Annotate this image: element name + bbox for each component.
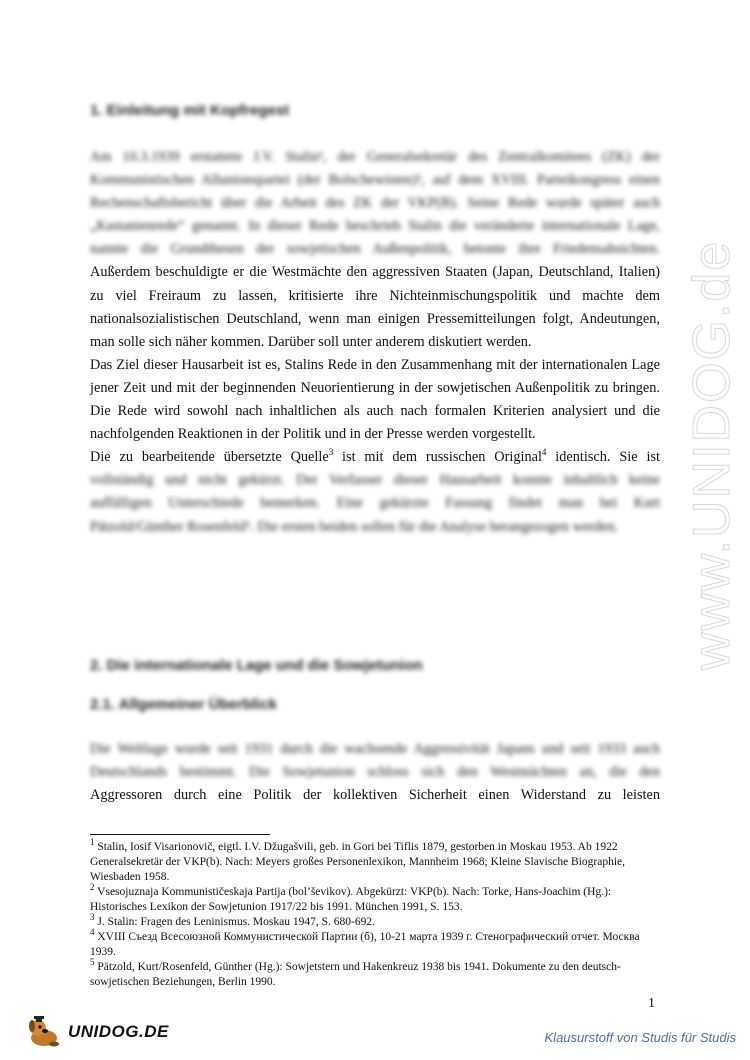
footnotes: [90, 837, 660, 990]
goal-paragraph: Das Ziel dieser Hausarbeit ist es, Stalins Rede in den Zusammenhang mit der internationalen Lage jener Zeit und mit der beginnenden Neuorientierung in der sowjetischen Außenpolitik zu bringen. Die Rede wird sowohl nach inhaltlichen als auch nach formalen Kriterien analysiert und die nachfolgenden Reaktionen in der Politik und in der Presse werden vorgestellt.: [90, 356, 660, 443]
blurred-line: Kommunistischen Allunionspartei (der Bolschewisten)², auf dem XVIII. Parteikongress einen: [90, 172, 660, 189]
blurred-line: vollständig und nicht gekürzt. Der Verfasser dieser Hausarbeit konnte inhaltlich keine: [90, 472, 660, 489]
tagline: Klausurstoff von Studis für Studis: [544, 1030, 736, 1045]
footnote-text: XVIII Съезд Всесоюзной Коммунистической Партии (б), 10-21 марта 1939 г. Стенографический отчет. Москва 1939.: [90, 931, 640, 958]
page-number: 1: [648, 996, 655, 1011]
blurred-line: Rechenschaftsbericht über die Arbeit des ZK der VKP(B). Seine Rede wurde später auch: [90, 195, 660, 212]
intro-visible-text: Außerdem beschuldigte er die Westmächte den aggressiven Staaten (Japan, Deutschland, Italien) zu viel Freiraum zu lassen, kritisierte ihre Nichteinmischungspolitik und machte dem nationalsozialistischen Deutschland, wenn man einigen Pressemitteilungen folgt, Andeutungen, man solle sich näher kommen. Darüber soll unter anderem diskutiert werden.: [90, 264, 660, 350]
source-text-1: Die zu bearbeitende übersetzte Quelle: [90, 449, 329, 466]
footnote-ref-3[interactable]: 3: [328, 447, 334, 458]
heading-general-overview: 2.1. Allgemeiner Überblick: [90, 696, 278, 713]
footnote-ref-4[interactable]: 4: [541, 447, 547, 458]
footnote-separator: [90, 834, 270, 835]
source-blurred-text: [90, 469, 660, 538]
section2-paragraph: [90, 738, 660, 807]
footnote-2: [90, 882, 660, 915]
blurred-line: nannte die Grundthesen der sowjetischen Außenpolitik, betonte ihre Friedensabsichten.: [90, 241, 660, 258]
footnote-number: 2: [90, 882, 95, 893]
footnote-text: Stalin, Iosif Visarionovič, eigtl. I.V. Džugašvili, geb. in Gori bei Tiflis 1879, gestorben in Moskau 1953. Ab 1922 Generalsekretär der VKP(b). Nach: Meyers großes Personenlexikon, Mannheim 1968; Kleine Slavische Biographie, Wiesbaden 1958.: [90, 841, 626, 883]
heading-introduction: 1. Einleitung mit Kopfregest: [90, 102, 290, 119]
unidog-logo[interactable]: [24, 1016, 169, 1048]
footnote-1: [90, 837, 660, 885]
intro-blurred-text: [90, 146, 660, 261]
footnote-number: 4: [90, 927, 95, 938]
footnote-text: Pätzold, Kurt/Rosenfeld, Günther (Hg.): Sowjetstern und Hakenkreuz 1938 bis 1941. Dokumente zu den deutsch-sowjetischen Beziehungen, Berlin 1990.: [90, 961, 621, 988]
source-text-2: ist mit dem russischen Original: [333, 449, 542, 466]
section2-visible-text: Aggressoren durch eine Politik der kollektiven Sicherheit einen Widerstand zu leisten: [90, 787, 660, 804]
blurred-line: auffälligen Unterschiede bemerken. Eine gekürzte Fassung findet man bei Kurt: [90, 495, 660, 512]
blurred-line: Pätzold/Günther Rosenfeld⁵. Die ersten beiden sollen für die Analyse herangezogen werden.: [90, 518, 619, 535]
heading-international-situation: 2. Die internationale Lage und die Sowjetunion: [90, 657, 423, 674]
blurred-line: Deutschlands bestimmt. Die Sowjetunion schloss sich den Westmächten an, die den: [90, 764, 660, 781]
dog-mascot-icon: [24, 1016, 64, 1048]
footnote-4: [90, 927, 660, 960]
blurred-line: Die Weltlage wurde seit 1931 durch die wachsende Aggressivität Japans und seit 1933 auch: [90, 741, 660, 757]
footnote-5: [90, 957, 660, 990]
section2-blurred-text: [90, 738, 660, 784]
intro-paragraph: [90, 146, 660, 539]
footnote-number: 1: [90, 837, 95, 848]
footnote-text: Vsesojuznaja Kommunističeskaja Partija (bol’ševikov). Abgekürzt: VKP(b). Nach: Torke, Hans-Joachim (Hg.): Historisches Lexikon der Sowjetunion 1917/22 bis 1991. München 1991, S. 153.: [90, 886, 612, 913]
watermark: www.UNIDOG.de: [683, 239, 741, 671]
blurred-line: Am 10.3.1939 erstattete J.V. Stalin¹, der Generalsekretär des Zentralkomitees (ZK) der: [90, 149, 660, 165]
source-text-3: identisch. Sie ist: [546, 449, 660, 466]
source-paragraph: [90, 446, 660, 469]
footnote-text: J. Stalin: Fragen des Leninismus. Moskau 1947, S. 680-692.: [97, 916, 375, 928]
blurred-line: „Kastanienrede“ genannt. In dieser Rede beschrieb Stalin die veränderte internationale Lage,: [90, 218, 660, 235]
footnote-3: [90, 912, 660, 930]
footnote-number: 5: [90, 957, 95, 968]
logo-text: UNIDOG.DE: [68, 1022, 169, 1041]
footnote-number: 3: [90, 912, 95, 923]
